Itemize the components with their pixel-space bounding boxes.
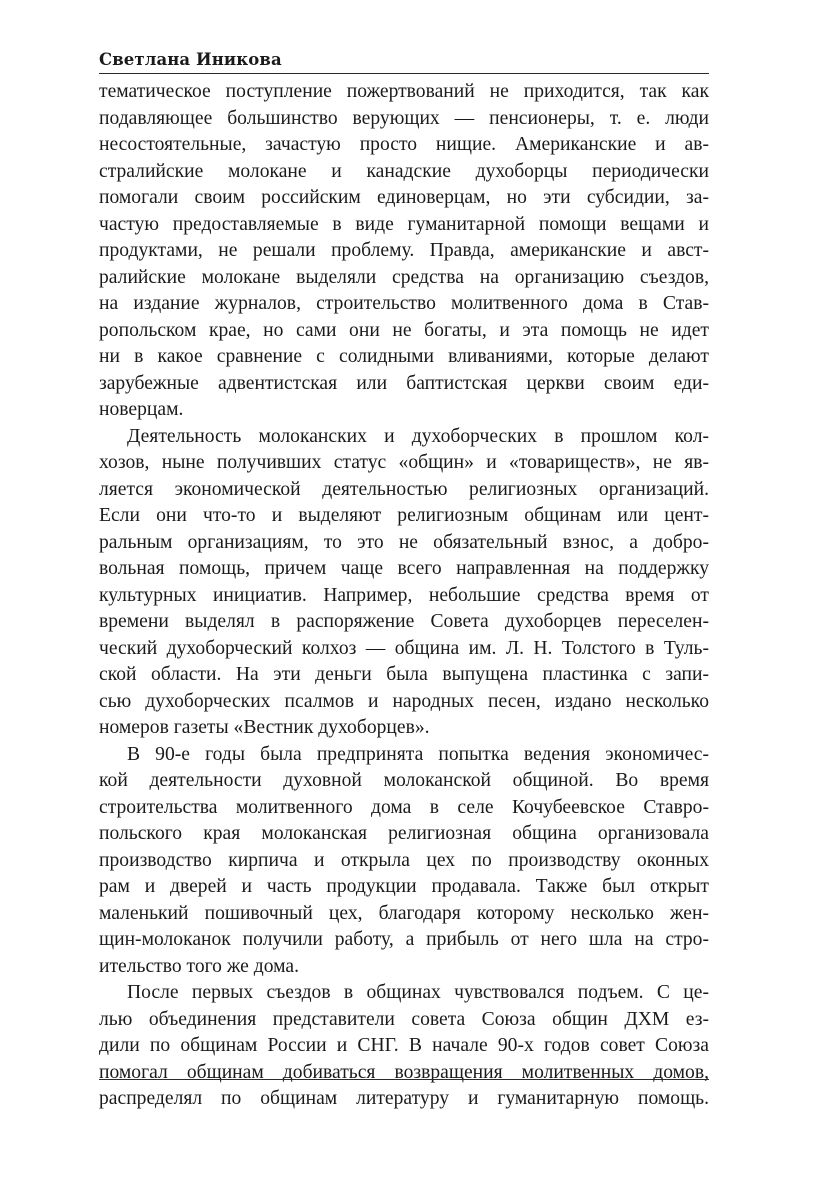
running-head-author: Светлана Иникова bbox=[99, 50, 282, 69]
text-line: зарубежные адвентистская или баптистская церкви своим еди- bbox=[99, 372, 709, 394]
text-line: номеров газеты «Вестник духоборцев». bbox=[99, 717, 430, 738]
body-text bbox=[99, 79, 709, 1113]
text-line: щин-молоканок получили работу, а прибыль от него шла на стро- bbox=[99, 929, 709, 950]
text-line: польского края молоканская религиозная община организовала bbox=[99, 823, 709, 844]
text-line: ческий духоборческий колхоз — община им. Л. Н. Толстого в Туль- bbox=[99, 637, 709, 659]
text-line: несостоятельные, зачастую просто нищие. Американские и ав- bbox=[99, 134, 709, 155]
text-line: кой деятельности духовной молоканской общиной. Во время bbox=[99, 770, 709, 791]
text-line: Если они что-то и выделяют религиозным общинам или цент- bbox=[99, 505, 709, 526]
text-line: ительство того же дома. bbox=[99, 955, 300, 977]
text-line: маленький пошивочный цех, благодаря которому несколько жен- bbox=[99, 902, 709, 924]
text-line: строительства молитвенного дома в селе Кочубеевское Ставро- bbox=[99, 796, 709, 818]
text-line: времени выделял в распоряжение Совета духоборцев переселен- bbox=[99, 611, 709, 632]
text-line: дили по общинам России и СНГ. В начале 90-х годов совет Союза bbox=[99, 1035, 709, 1056]
paragraph bbox=[99, 424, 709, 742]
text-line: помогали своим российским единоверцам, но эти субсидии, за- bbox=[99, 187, 709, 208]
text-line: сью духоборческих псалмов и народных песен, издано несколько bbox=[99, 690, 709, 712]
paragraph bbox=[99, 79, 709, 424]
text-line: рам и дверей и часть продукции продавала. Также был открыт bbox=[99, 876, 709, 897]
paragraph bbox=[99, 742, 709, 981]
text-line: частую предоставляемые в виде гуманитарной помощи вещами и bbox=[99, 213, 709, 235]
text-line: тематическое поступление пожертвований не приходится, так как bbox=[99, 81, 709, 102]
text-line: новерцам. bbox=[99, 399, 184, 420]
text-line: ской области. На эти деньги была выпущена пластинка с запи- bbox=[99, 664, 709, 685]
text-line: ропольском крае, но сами они не богаты, и эта помощь не идет bbox=[99, 319, 709, 341]
text-line: В 90-е годы была предпринята попытка ведения экономичес- bbox=[127, 743, 709, 765]
text-line: ральным организациям, то это не обязательный взнос, а добро- bbox=[99, 531, 709, 553]
text-line: подавляющее большинство верующих — пенсионеры, т. е. люди bbox=[99, 107, 709, 129]
header-rule bbox=[99, 73, 709, 74]
text-line: на издание журналов, строительство молитвенного дома в Став- bbox=[99, 293, 709, 314]
text-line: ни в какое сравнение с солидными вливаниями, которые делают bbox=[99, 346, 709, 367]
text-line: лью объединения представители совета Союза общин ДХМ ез- bbox=[99, 1008, 709, 1030]
text-line: распределял по общинам литературу и гуманитарную помощь. bbox=[99, 1088, 709, 1109]
text-line: продуктами, не решали проблему. Правда, американские и авст- bbox=[99, 240, 709, 261]
footer-rule bbox=[99, 1079, 709, 1080]
text-line: вольная помощь, причем чаще всего направленная на поддержку bbox=[99, 558, 709, 579]
paragraph bbox=[99, 980, 709, 1113]
text-line: После первых съездов в общинах чувствовался подъем. С це- bbox=[127, 982, 709, 1003]
text-line: культурных инициатив. Например, небольшие средства время от bbox=[99, 584, 709, 606]
text-line: производство кирпича и открыла цех по производству оконных bbox=[99, 849, 709, 871]
text-line: ляется экономической деятельностью религиозных организаций. bbox=[99, 478, 709, 500]
text-line: Деятельность молоканских и духоборческих в прошлом кол- bbox=[127, 425, 709, 447]
text-line: хозов, ныне получивших статус «общин» и «товариществ», не яв- bbox=[99, 452, 709, 473]
text-line: помогал общинам добиваться возвращения молитвенных домов, bbox=[99, 1061, 709, 1083]
text-line: стралийские молокане и канадские духоборцы периодически bbox=[99, 160, 709, 182]
text-line: ралийские молокане выделяли средства на организацию съездов, bbox=[99, 266, 709, 288]
